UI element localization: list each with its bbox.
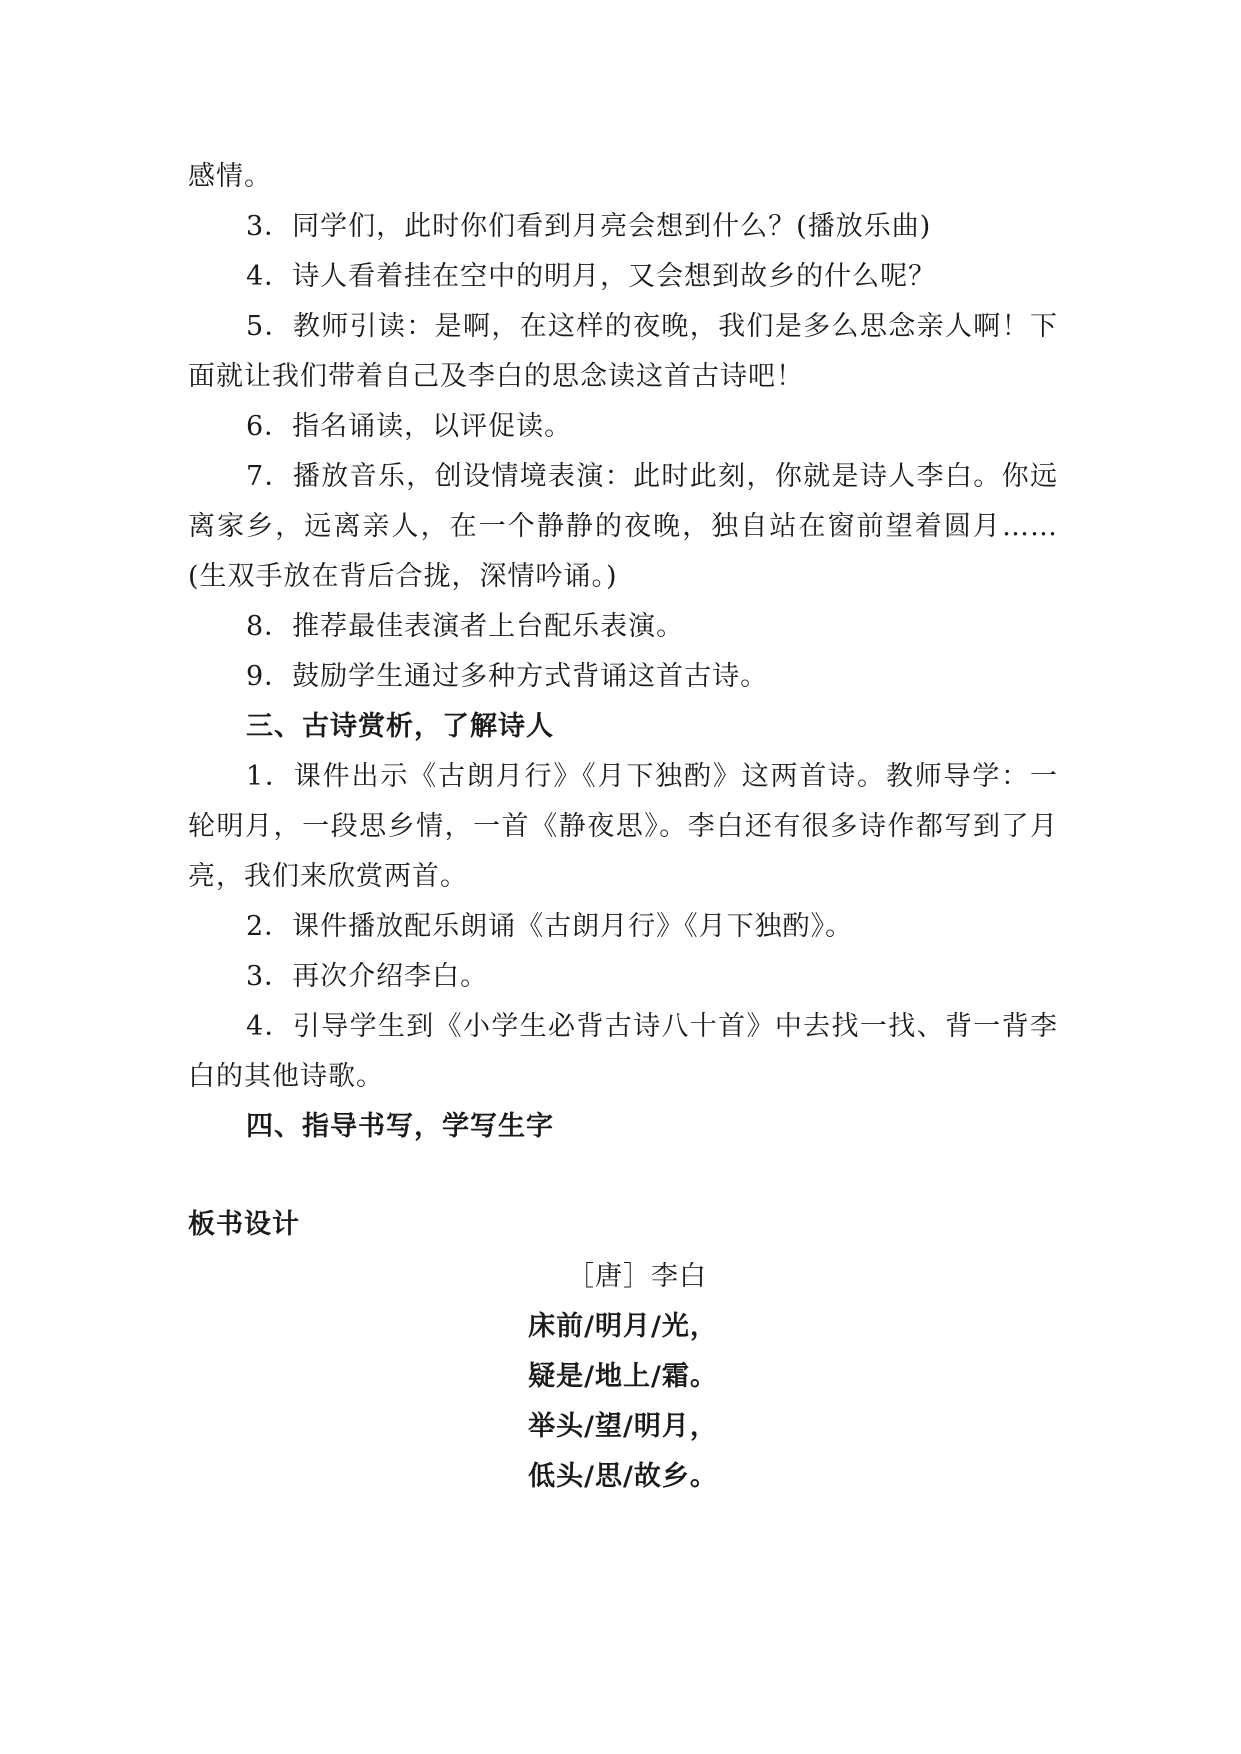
body-paragraph: 8．推荐最佳表演者上台配乐表演。 xyxy=(246,611,685,642)
body-paragraph: 3．同学们，此时你们看到月亮会想到什么？(播放乐曲) xyxy=(246,211,932,242)
body-paragraph: 感情。 xyxy=(188,161,272,192)
poem-line: 举头/望/明月， xyxy=(528,1411,718,1442)
body-paragraph: 1．课件出示《古朗月行》《月下独酌》这两首诗。教师导学：一轮明月，一段思乡情，一首《静夜思》。李白还有很多诗作都写到了月亮，我们来欣赏两首。 xyxy=(188,761,1058,892)
poem-line: 床前/明月/光， xyxy=(528,1311,718,1342)
poem-lines xyxy=(188,1302,1058,1502)
body-paragraph: 3．再次介绍李白。 xyxy=(246,961,489,992)
board-design-title: 板书设计 xyxy=(188,1209,300,1240)
body-paragraph: 9．鼓励学生通过多种方式背诵这首古诗。 xyxy=(246,661,769,692)
poem-line: 低头/思/故乡。 xyxy=(528,1461,718,1492)
body-paragraph: 6．指名诵读，以评促读。 xyxy=(246,411,573,442)
poem-line: 疑是/地上/霜。 xyxy=(528,1361,718,1392)
body-paragraph: 5．教师引读：是啊，在这样的夜晚，我们是多么思念亲人啊！下面就让我们带着自己及李白的思念读这首古诗吧！ xyxy=(188,311,1058,392)
lesson-body xyxy=(188,152,1058,1152)
section-gap xyxy=(188,1152,1058,1200)
section-heading: 四、指导书写，学写生字 xyxy=(246,1111,554,1142)
body-paragraph: 2．课件播放配乐朗诵《古朗月行》《月下独酌》。 xyxy=(246,911,854,942)
body-paragraph: 7．播放音乐，创设情境表演：此时此刻，你就是诗人李白。你远离家乡，远离亲人，在一个静静的夜晚，独自站在窗前望着圆月……(生双手放在背后合拢，深情吟诵。) xyxy=(188,461,1058,592)
document-page xyxy=(188,152,1058,1502)
board-poem xyxy=(188,1252,1058,1502)
body-paragraph: 4．引导学生到《小学生必背古诗八十首》中去找一找、背一背李白的其他诗歌。 xyxy=(188,1011,1058,1092)
body-paragraph: 4．诗人看着挂在空中的明月，又会想到故乡的什么呢？ xyxy=(246,261,937,292)
poem-author: ［唐］李白 xyxy=(567,1261,707,1292)
section-heading: 三、古诗赏析，了解诗人 xyxy=(246,711,554,742)
